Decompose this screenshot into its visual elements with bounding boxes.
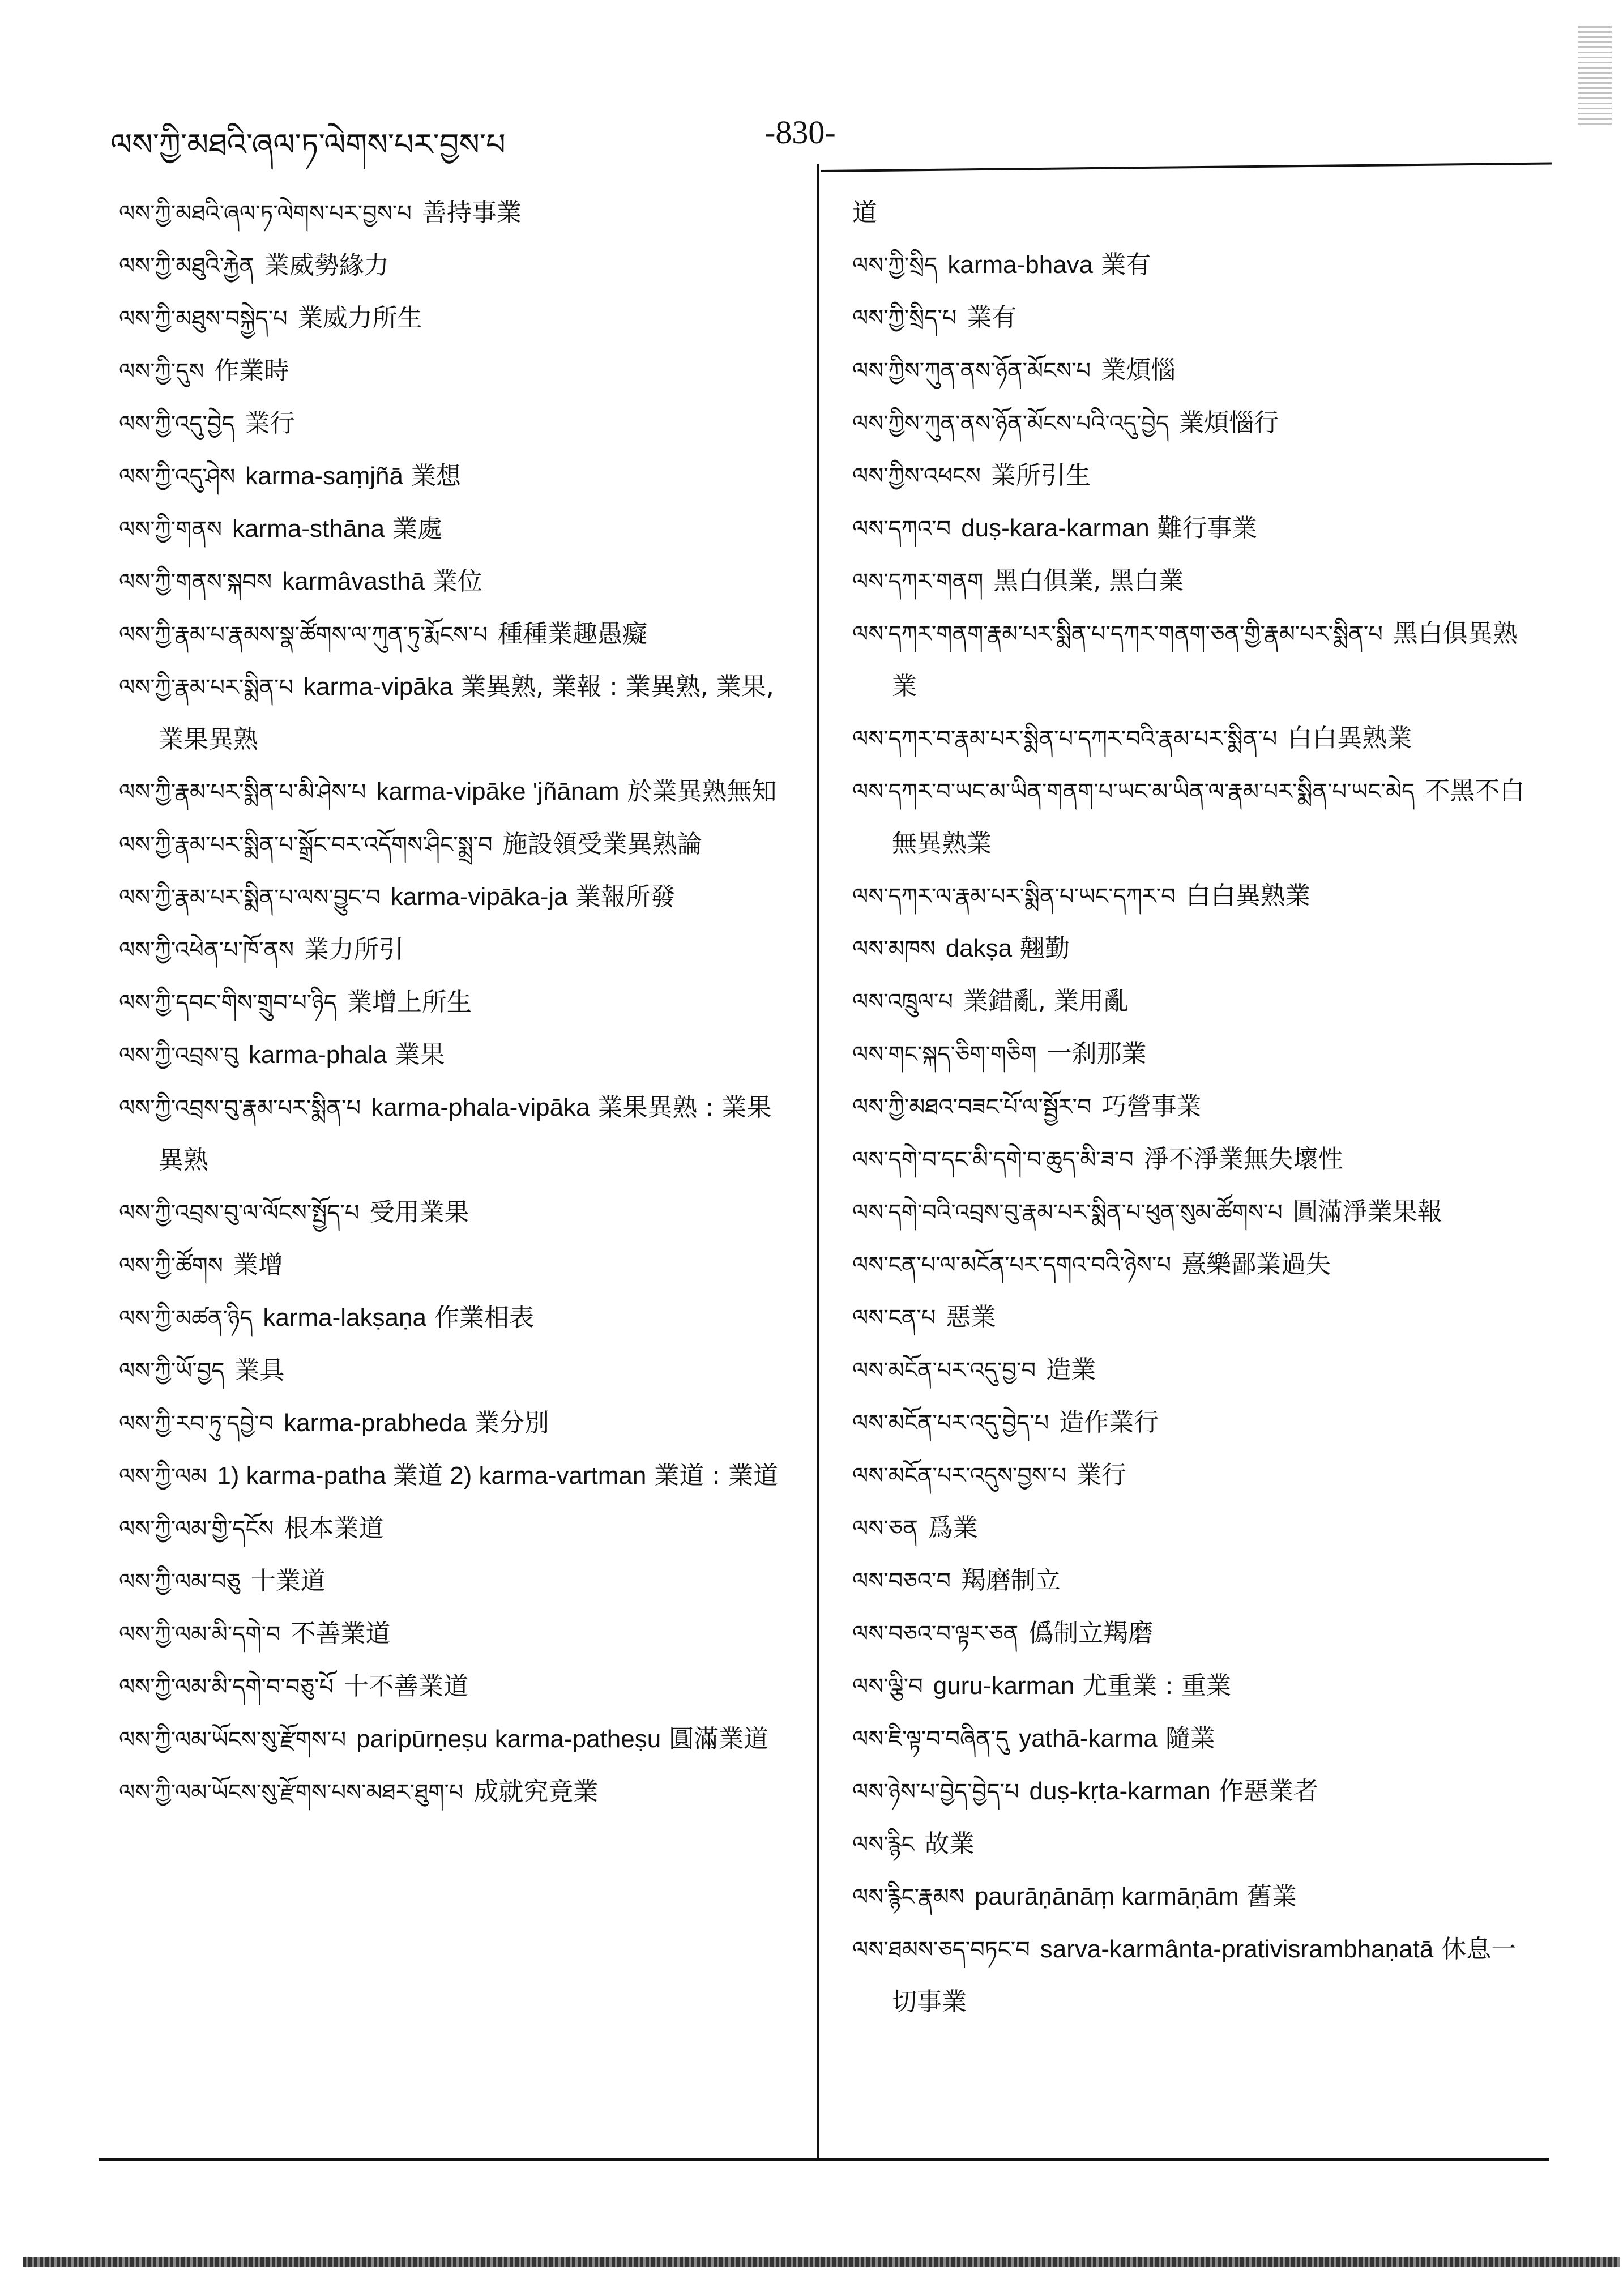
sanskrit-equivalent: karmâvasthā: [282, 567, 425, 595]
chinese-equivalent: 受用業果: [369, 1198, 469, 1227]
tibetan-headword: ལས་ཀྱི་སྲིད: [852, 253, 938, 279]
scan-artifact: [1578, 23, 1612, 125]
chinese-equivalent: 業有: [967, 303, 1017, 332]
tibetan-headword: ལས་ཐམས་ཅད་བཏང་བ: [852, 1937, 1030, 1963]
sanskrit-equivalent: karma-sthāna: [232, 515, 385, 543]
chinese-equivalent: 羯磨制立: [960, 1566, 1061, 1595]
chinese-equivalent: 業錯亂, 業用亂: [963, 987, 1129, 1015]
tibetan-headword: ལས་ཀྱི་འཕེན་པ་ཁོ་ནས: [119, 937, 294, 963]
chinese-equivalent: 業威勢緣力: [264, 251, 389, 280]
tibetan-headword: ལས་ཀྱི་རྣམ་པར་སྨིན་པ་སྒྲོང་བར་འདོགས་ཤིང་སྨྲ་བ: [119, 832, 493, 858]
dictionary-entry: [852, 292, 1532, 344]
chinese-equivalent: 業行: [245, 409, 295, 438]
sanskrit-equivalent: guru-karman: [933, 1672, 1075, 1700]
dictionary-entry: [119, 1713, 781, 1766]
chinese-equivalent: 不黑不白無異熟業: [892, 776, 1525, 858]
sanskrit-equivalent: karma-lakṣaṇa: [263, 1304, 426, 1331]
dictionary-entry: [852, 870, 1532, 923]
sanskrit-equivalent: karma-bhava: [947, 251, 1094, 279]
chinese-equivalent: 一刹那業: [1047, 1039, 1147, 1068]
dictionary-entry: [852, 1291, 1532, 1344]
chinese-equivalent: 憙樂鄙業過失: [1181, 1250, 1331, 1279]
dictionary-entry: [852, 923, 1532, 975]
chinese-equivalent: 業分別: [474, 1409, 549, 1437]
dictionary-entry: [852, 1660, 1532, 1713]
dictionary-entry: [852, 608, 1532, 712]
chinese-equivalent: 業行: [1077, 1461, 1127, 1490]
left-column: [119, 187, 781, 1819]
sanskrit-equivalent: yathā-karma: [1019, 1725, 1158, 1752]
sanskrit-equivalent: duṣ-kara-karman: [961, 514, 1150, 542]
dictionary-entry: [852, 1186, 1532, 1239]
chinese-equivalent: 舊業: [1246, 1882, 1297, 1911]
tibetan-headword: ལས་ཀྱི་འབྲས་བུ་ལ་ལོངས་སྤྱོད་པ: [119, 1200, 360, 1226]
tibetan-headword: ལས་ཀྱི་འབྲས་བུ: [119, 1043, 238, 1069]
dictionary-entry: [852, 712, 1532, 765]
chinese-equivalent: 十不善業道: [344, 1672, 469, 1701]
chinese-equivalent: 業增上所生: [347, 988, 472, 1017]
dictionary-entry: [852, 1133, 1532, 1186]
chinese-equivalent: 圓滿淨業果報: [1292, 1197, 1442, 1226]
chinese-equivalent: 惡業: [946, 1303, 996, 1331]
dictionary-entry: [119, 1397, 781, 1450]
tibetan-headword: ལས་མངོན་པར་འདུས་བྱས་པ: [852, 1463, 1067, 1489]
chinese-equivalent: 隨業: [1165, 1724, 1215, 1753]
tibetan-headword: ལས་དཀར་གནག: [852, 569, 984, 595]
tibetan-headword: ལས་ཀྱི་མཐུའི་རྐྱེན: [119, 253, 254, 279]
dictionary-entry: [852, 450, 1532, 502]
sanskrit-equivalent: sarva-karmânta-prativisrambhaṇatā: [1040, 1935, 1434, 1963]
tibetan-headword: ལས་མངོན་པར་འདུ་བྱེད་པ: [852, 1410, 1049, 1436]
chinese-equivalent: 業想: [411, 462, 461, 490]
dictionary-entry: [852, 555, 1532, 608]
dictionary-entry: [119, 766, 781, 818]
dictionary-entry: [119, 924, 781, 976]
dictionary-entry: [119, 345, 781, 398]
chinese-equivalent: 十業道: [250, 1567, 326, 1595]
tibetan-headword: ལས་ཀྱི་ལམ་གྱི་དངོས: [119, 1516, 274, 1542]
chinese-equivalent: 作惡業者: [1218, 1777, 1318, 1806]
chinese-equivalent: 翹勤: [1020, 934, 1070, 963]
tibetan-headword: ལས་ཀྱི་འབྲས་བུ་རྣམ་པར་སྨིན་པ: [119, 1095, 361, 1121]
tibetan-headword: ལས་ཇི་ལྟ་བ་བཞིན་དུ: [852, 1726, 1009, 1752]
sanskrit-equivalent: karma-vipāka-ja: [390, 883, 568, 911]
tibetan-headword: ལས་ཀྱི་འདུ་ཤེས: [119, 464, 236, 490]
chinese-equivalent: 故業: [924, 1829, 975, 1858]
tibetan-headword: ལས་ཀྱི་ལམ་ཡོངས་སུ་རྫོགས་པས་མཐར་ཐུག་པ: [119, 1779, 464, 1806]
sanskrit-equivalent: duṣ-kṛta-karman: [1029, 1777, 1211, 1805]
tibetan-headword: ལས་ཀྱི་རྣམ་པར་སྨིན་པ: [119, 675, 294, 701]
chinese-equivalent: 白白異熟業: [1185, 881, 1310, 910]
chinese-equivalent: 於業異熟無知: [627, 777, 777, 806]
chinese-equivalent: 業煩惱行: [1179, 408, 1279, 437]
tibetan-headword: ལས་ཀྱི་ཚོགས: [119, 1253, 223, 1279]
chinese-equivalent: 業所引生: [990, 461, 1091, 490]
chinese-equivalent: 業果異熟 : 業果異熟: [159, 1093, 772, 1175]
chinese-equivalent: 業力所引: [304, 935, 404, 964]
chinese-equivalent: 根本業道: [284, 1514, 384, 1543]
dictionary-entry: [852, 502, 1532, 555]
dictionary-entry: [119, 1450, 781, 1503]
dictionary-entry: [119, 187, 781, 240]
tibetan-headword: ལས་ལྕི་བ: [852, 1674, 923, 1700]
dictionary-entry: [852, 1923, 1532, 2028]
dictionary-entry: [852, 1028, 1532, 1081]
tibetan-headword: ལས་ཀྱིས་ཀུན་ནས་ཉོན་མོངས་པ: [852, 358, 1091, 384]
tibetan-headword: ལས་ཀྱི་མཚན་ཉིད: [119, 1305, 253, 1331]
tibetan-headword: ལས་མངོན་པར་འདུ་བྱ་བ: [852, 1358, 1036, 1384]
dictionary-entry: [119, 1187, 781, 1239]
sanskrit-equivalent: karma-phala: [248, 1041, 387, 1069]
chinese-equivalent: 難行事業: [1157, 514, 1257, 543]
dictionary-entry: [119, 1029, 781, 1082]
tibetan-headword: ལས་ཀྱི་རྣམ་པར་སྨིན་པ་ལས་བྱུང་བ: [119, 885, 381, 911]
tibetan-headword: ལས་དགེ་བ་དང་མི་དགེ་བ་ཆུད་མི་ཟ་བ: [852, 1147, 1134, 1173]
tibetan-headword: ལས་ཀྱི་ཡོ་བྱད: [119, 1358, 225, 1384]
dictionary-entry: [119, 1661, 781, 1713]
sanskrit-equivalent: paripūrṇeṣu karma-patheṣu: [356, 1725, 661, 1753]
chinese-equivalent: 業具: [234, 1356, 285, 1385]
chinese-equivalent: 業威力所生: [297, 304, 422, 332]
chinese-equivalent: 造業: [1046, 1355, 1096, 1384]
tibetan-headword: ལས་དཀར་གནག་རྣམ་པར་སྨིན་པ་དཀར་གནག་ཅན་གྱི་རྣམ་པར་སྨིན་པ: [852, 621, 1383, 647]
chinese-equivalent: 尤重業 : 重業: [1082, 1671, 1231, 1700]
chinese-equivalent: 業果: [395, 1040, 445, 1069]
tibetan-headword: ལས་དཀར་ལ་རྣམ་པར་སྨིན་པ་ཡང་དཀར་བ: [852, 884, 1176, 910]
chinese-equivalent: 善持事業: [421, 198, 522, 227]
dictionary-entry: [119, 1292, 781, 1345]
sanskrit-equivalent: karma-prabheda: [284, 1409, 467, 1437]
tibetan-headword: ལས་འཁྲུལ་པ: [852, 989, 953, 1015]
dictionary-entry: [119, 556, 781, 608]
dictionary-entry: [119, 503, 781, 556]
dictionary-entry: [119, 450, 781, 503]
dictionary-entry: [852, 344, 1532, 397]
dictionary-entry: [119, 1766, 781, 1819]
dictionary-entry: [852, 1081, 1532, 1133]
chinese-equivalent: 種種業趣愚癡: [498, 620, 647, 648]
dictionary-entry: [852, 1344, 1532, 1397]
dictionary-entry: [852, 239, 1532, 292]
dictionary-entry: [119, 240, 781, 292]
chinese-equivalent: 成就究竟業: [473, 1777, 599, 1806]
dictionary-entry: [852, 397, 1532, 450]
column-divider: [817, 164, 819, 2158]
tibetan-headword: ལས་ཀྱི་རབ་ཏུ་དབྱེ་བ: [119, 1411, 274, 1437]
chinese-equivalent: 巧營事業: [1101, 1092, 1202, 1121]
tibetan-headword: ལས་ཅན: [852, 1516, 918, 1542]
tibetan-headword: ལས་ཀྱིས་ཀུན་ནས་ཉོན་མོངས་པའི་འདུ་བྱེད: [852, 411, 1169, 437]
sanskrit-equivalent: karma-saṃjñā: [245, 462, 403, 490]
tibetan-headword: ལས་དཀའ་བ: [852, 516, 951, 542]
chinese-equivalent: 作業時: [214, 356, 289, 385]
tibetan-headword: ལས་ཀྱི་མཐུས་བསྐྱེད་པ: [119, 306, 288, 332]
tibetan-headword: ལས་རྙིང་རྣམས: [852, 1884, 964, 1910]
chinese-equivalent: 爲業: [928, 1513, 978, 1542]
chinese-equivalent: 業有: [1101, 250, 1151, 279]
dictionary-entry: [119, 1503, 781, 1555]
dictionary-entry: [119, 292, 781, 345]
dictionary-entry: [119, 1608, 781, 1661]
dictionary-entry: [852, 1818, 1532, 1871]
dictionary-entry: [119, 1345, 781, 1397]
sanskrit-equivalent: karma-vipāka: [304, 673, 454, 701]
dictionary-entry: [852, 1502, 1532, 1555]
chinese-equivalent: 業位: [432, 567, 482, 596]
dictionary-entry: [852, 1397, 1532, 1449]
chinese-equivalent: 白白異熟業: [1287, 724, 1412, 753]
chinese-equivalent: 圓滿業道: [669, 1725, 769, 1753]
sanskrit-equivalent: 1) karma-patha 業道 2) karma-vartman: [217, 1462, 647, 1490]
chinese-equivalent: 業異熟, 業報 : 業異熟, 業果, 業果異熟: [159, 672, 774, 754]
tibetan-headword: ལས་ཀྱི་གནས: [119, 517, 223, 543]
header-rule: [821, 162, 1552, 172]
tibetan-headword: ལས་ཉེས་པ་བྱེད་བྱེད་པ: [852, 1779, 1019, 1805]
sanskrit-equivalent: paurāṇānāṃ karmāṇām: [974, 1883, 1239, 1910]
sanskrit-equivalent: karma-vipāke 'jñānam: [376, 778, 620, 805]
tibetan-headword: ལས་ཀྱིས་འཕངས: [852, 463, 981, 489]
chinese-equivalent: 黑白俱異熟業: [892, 619, 1518, 701]
sanskrit-equivalent: karma-phala-vipāka: [371, 1094, 590, 1121]
running-head: ལས་ཀྱི་མཐའི་ཞལ་ཏ་ལེགས་པར་བྱས་པ: [110, 127, 506, 163]
tibetan-headword: ལས་ངན་པ་ལ་མངོན་པར་དགའ་བའི་ཉེས་པ: [852, 1252, 1172, 1278]
chinese-equivalent: 業處: [392, 514, 443, 543]
tibetan-headword: ལས་ཀྱི་སྲིད་པ: [852, 305, 957, 331]
dictionary-entry: [852, 1713, 1532, 1765]
page-number: -830-: [764, 114, 836, 151]
tibetan-headword: ལས་ཀྱི་ལམ་མི་དགེ་བ་བཅུ་པོ: [119, 1674, 334, 1700]
chinese-equivalent: 作業相表: [434, 1303, 534, 1332]
dictionary-entry: [852, 187, 1532, 239]
dictionary-entry: [119, 1239, 781, 1292]
tibetan-headword: ལས་ཀྱི་ལམ་ཡོངས་སུ་རྫོགས་པ: [119, 1727, 347, 1753]
dictionary-entry: [852, 1607, 1532, 1660]
dictionary-entry: [852, 765, 1532, 870]
tibetan-headword: ལས་བཅའ་བ: [852, 1568, 951, 1594]
tibetan-headword: ལས་ཀྱི་ལམ: [119, 1463, 207, 1490]
dictionary-entry: [119, 661, 781, 766]
chinese-equivalent: 業煩惱: [1101, 356, 1176, 385]
dictionary-entry: [119, 976, 781, 1029]
dictionary-entry: [852, 1555, 1532, 1607]
dictionary-entry: [852, 1765, 1532, 1818]
tibetan-headword: ལས་བཅའ་བ་ལྟར་ཅན: [852, 1621, 1019, 1647]
tibetan-headword: ལས་ཀྱི་དབང་གིས་གྲུབ་པ་ཉིད: [119, 990, 337, 1016]
sanskrit-equivalent: dakṣa: [945, 934, 1013, 962]
tibetan-headword: ལས་ཀྱི་གནས་སྐབས: [119, 569, 272, 595]
chinese-equivalent: 不善業道: [291, 1619, 391, 1648]
tibetan-headword: ལས་ཀྱི་རྣམ་པ་རྣམས་སྣ་ཚོགས་ལ་ཀུན་ཏུ་རྨོངས་པ: [119, 622, 488, 648]
tibetan-headword: ལས་གང་སྐད་ཅིག་གཅིག: [852, 1042, 1037, 1068]
chinese-equivalent: 僞制立羯磨: [1028, 1619, 1154, 1648]
dictionary-entry: [119, 818, 781, 871]
chinese-equivalent: 休息一切事業: [892, 1935, 1517, 2016]
tibetan-headword: ལས་རྙིང: [852, 1832, 915, 1858]
tibetan-headword: ལས་ཀྱི་མཐའ་བཟང་པོ་ལ་སྦྱོར་བ: [852, 1094, 1092, 1120]
chinese-equivalent: 道: [852, 198, 877, 227]
footer-rule: [99, 2158, 1549, 2161]
dictionary-entry: [119, 608, 781, 661]
tibetan-headword: ལས་དཀར་བ་ཡང་མ་ཡིན་གནག་པ་ཡང་མ་ཡིན་ལ་རྣམ་པར་སྨིན་པ་ཡང་མེད: [852, 779, 1415, 805]
dictionary-entry: [852, 1239, 1532, 1291]
chinese-equivalent: 造作業行: [1059, 1408, 1159, 1437]
chinese-equivalent: 淨不淨業無失壞性: [1143, 1145, 1343, 1173]
dictionary-entry: [119, 398, 781, 450]
tibetan-headword: ལས་ཀྱི་ལམ་མི་དགེ་བ: [119, 1621, 281, 1648]
chinese-equivalent: 業道 : 業道: [654, 1461, 779, 1490]
scan-edge: [23, 2257, 1620, 2267]
dictionary-entry: [119, 1555, 781, 1608]
chinese-equivalent: 業增: [233, 1251, 283, 1279]
right-column: [852, 187, 1532, 2028]
chinese-equivalent: 施設領受業異熟論: [502, 830, 702, 859]
chinese-equivalent: 業報所發: [575, 882, 676, 911]
dictionary-entry: [119, 1082, 781, 1187]
dictionary-entry: [852, 1871, 1532, 1923]
tibetan-headword: ལས་ཀྱི་འདུ་བྱེད: [119, 411, 235, 437]
tibetan-headword: ལས་མཁས: [852, 936, 936, 962]
tibetan-headword: ལས་དགེ་བའི་འབྲས་བུ་རྣམ་པར་སྨིན་པ་ཕུན་སུམ་ཚོགས་པ: [852, 1200, 1283, 1226]
chinese-equivalent: 黑白俱業, 黑白業: [993, 566, 1184, 595]
tibetan-headword: ལས་ཀྱི་མཐའི་ཞལ་ཏ་ལེགས་པར་བྱས་པ: [119, 200, 412, 227]
tibetan-headword: ལས་ཀྱི་དུས: [119, 359, 204, 385]
tibetan-headword: ལས་ཀྱི་ལམ་བཅུ: [119, 1569, 241, 1595]
tibetan-headword: ལས་ངན་པ: [852, 1305, 936, 1331]
tibetan-headword: ལས་ཀྱི་རྣམ་པར་སྨིན་པ་མི་ཤེས་པ: [119, 779, 366, 805]
dictionary-entry: [852, 975, 1532, 1028]
dictionary-entry: [852, 1449, 1532, 1502]
tibetan-headword: ལས་དཀར་བ་རྣམ་པར་སྨིན་པ་དཀར་བའི་རྣམ་པར་སྨིན་པ: [852, 726, 1278, 752]
dictionary-entry: [119, 871, 781, 924]
